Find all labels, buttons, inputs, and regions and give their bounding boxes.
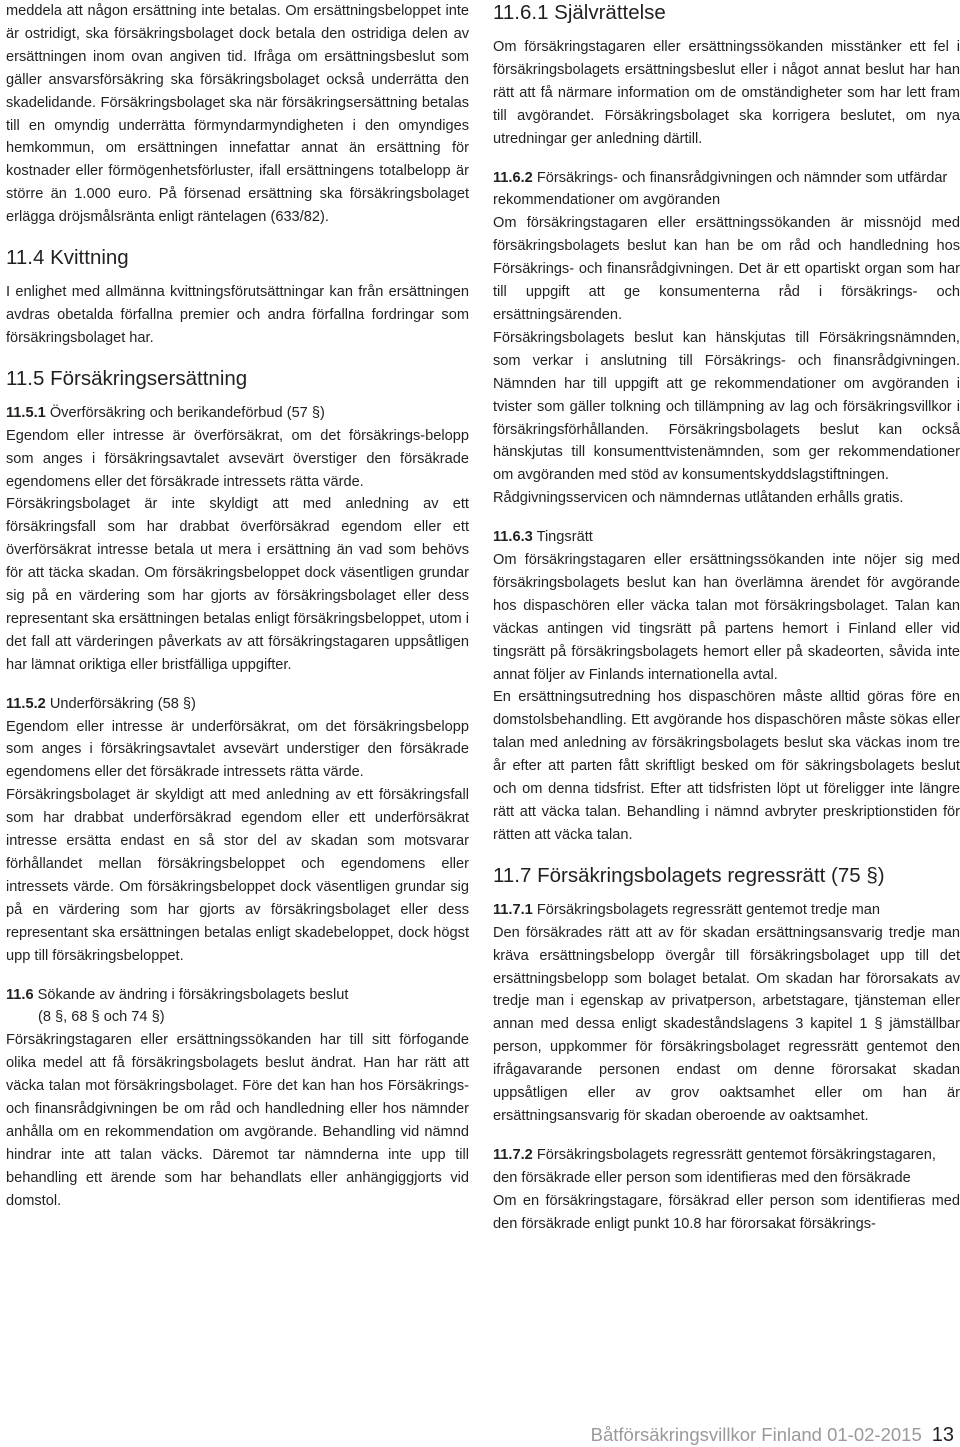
section-title: Sökande av ändring i försäkringsbolagets beslut — [33, 986, 349, 1003]
subheading-11-6-references: (8 §, 68 § och 74 §) — [38, 1009, 165, 1026]
paragraph-11-6-2-a: Om försäkringstagaren eller ersättningssökanden är missnöjd med försäkringsbolagets beslut kan han be om råd och handledning hos Försäkrings- och finansrådgivningen. Det är ett opartiskt organ som har till uppgift att ge konsumenterna råd i försäkrings- och ersättningsärenden. — [493, 215, 960, 323]
paragraph-11-5-1-a: Egendom eller intresse är överförsäkrat, om det försäkrings-belopp som anges i försäkringsavtalet avsevärt överstiger den försäkrade egendomens eller det försäkrade intressets rätta värde. — [6, 427, 469, 490]
section-number: 11.6.2 — [493, 169, 533, 186]
subheading-11-7-1 — [493, 899, 960, 922]
section-number: 11.6 — [6, 986, 34, 1003]
heading-11-6-1: 11.6.1 Självrättelse — [493, 1, 666, 24]
paragraph-11-5-1-b: Försäkringsbolaget är inte skyldigt att med anledning av ett försäkringsfall som har drabbat överförsäkrad egendom eller ett överförsäkrat intresse betala ut mera i ersättning än vad som behövs för att täcka skadan. Om försäkringsbeloppet dock väsentligen grundar sig på en värdering som har gjorts av försäkringsbolaget eller dess representant ska ersättningen betalas enligt försäkringsbeloppet, utom i det fall att värderingen påverkats av att försäkringstagaren uppsåtligen har lämnat oriktiga eller bristfälliga uppgifter. — [6, 496, 469, 673]
paragraph-11-4: I enlighet med allmänna kvittningsförutsättningar kan från ersättningen avdras obetalda förfallna premier och andra förfallna fordringar som försäkringsbolaget har. — [6, 284, 469, 346]
intro-paragraph: meddela att någon ersättning inte betalas. Om ersättningsbeloppet inte är ostridigt, ska försäkringsbolaget dock betala den ostridiga delen av ersättningen inom ovan angiven tid. Ifråga om ersättningsbeslut som gäller ansvarsförsäkring ska försäkringsbolaget också underrätta den skadelidande. Försäkringsbolaget ska när försäkringsersättning betalas till en omyndig underrätta förmyndarmyndigheten i den omyndiges hemkommun, om ersättningen innefattar annat än ersättning för kostnader eller förmögenhetsförluster, ifall ersättningens totalbelopp är större än 1.000 euro. På försenad ersättning ska försäkringsbolaget erlägga dröjsmålsränta enligt räntelagen (633/82). — [6, 3, 469, 226]
subheading-11-6 — [6, 984, 469, 1007]
subheading-11-6-3 — [493, 526, 960, 549]
heading-11-5: 11.5 Försäkringsersättning — [6, 366, 248, 390]
section-number: 11.7.2 — [493, 1146, 533, 1163]
right-column — [493, 0, 960, 1236]
subheading-11-5-1 — [6, 402, 469, 425]
section-title: Tingsrätt — [532, 529, 593, 546]
section-number: 11.6.3 — [493, 529, 533, 546]
paragraph-11-7-1: Den försäkrades rätt att av för skadan ersättningsansvarig tredje man kräva ersättningsbelopp övergår till försäkringsbolaget upp till det ersättningsbelopp som bolaget betalat. Om skadan har förorsakats av tredje man i egenskap av privatperson, arbetstagare, tjänsteman eller annan med dessa enligt skadeståndslagens 3 kapitel 1 § jämställbar person, uppkommer för försäkringsbolaget regressrätt gentemot den ifrågavarande personen endast om denne förorsakat skadan uppsåtligen eller av grov oaktsamhet eller om han är ersättningsansvarig för skadan oberoende av oaktsamhet. — [493, 924, 960, 1124]
footer-document-title: Båtförsäkringsvillkor Finland 01-02-2015 — [590, 1424, 922, 1445]
paragraph-11-6-3-a: Om försäkringstagaren eller ersättningssökanden inte nöjer sig med försäkringsbolagets beslut kan han överlämna ärendet för avgörande hos dispaschören eller väcka talan mot försäkringsbolaget. Talan kan väckas antingen vid tingsrätt på partens hemort i Finland eller vid tingsrätt på försäkringsbolagets hemort eller på skadeorten, såvida inte annat följer av Finlands internationella avtal. — [493, 552, 960, 683]
section-title: Underförsäkring (58 §) — [45, 695, 196, 712]
paragraph-11-6-3-b: En ersättningsutredning hos dispaschören måste alltid göras före en domstolsbehandling. Ett avgörande hos dispaschören måste sökas eller talan med anledning av försäkringsbolagets beslut ska väckas inom tre år efter att parten fått skriftligt besked om för säkringsbolagets beslut och om denna tidsfrist. Efter att tidsfristen löpt ut föreligger inte längre rätt att väcka talan. Behandling i nämnd avbryter preskriptionstiden för rätten att väcka talan. — [493, 689, 960, 843]
paragraph-11-7-2: Om en försäkringstagare, försäkrad eller person som identifieras med den försäkrade enligt punkt 10.8 har förorsakat försäkrings- — [493, 1192, 960, 1232]
left-column — [6, 0, 469, 1213]
subheading-11-6-2 — [493, 167, 960, 213]
heading-11-4: 11.4 Kvittning — [6, 246, 129, 270]
paragraph-11-5-2-b: Försäkringsbolaget är skyldigt att med anledning av ett försäkringsfall som har drabbat underförsäkrad egendom eller ett underförsäkrat intresse ersätta endast en så stor del av skadan som motsvarar förhållandet mellan försäkringsbeloppet och egendomens eller intressets värde. Om försäkringsbeloppet dock väsentligen grundar sig på en värdering som har gjorts av försäkringsbolaget eller dess representant ska ersättningen betalas enligt skadebeloppet, dock högst upp till försäkringsbeloppet. — [6, 787, 469, 964]
section-title: Försäkringsbolagets regressrätt gentemot tredje man — [532, 901, 880, 918]
heading-11-7: 11.7 Försäkringsbolagets regressrätt (75 §) — [493, 863, 885, 887]
paragraph-11-6-2-b: Försäkringsbolagets beslut kan hänskjutas till Försäkringsnämnden, som verkar i anslutning till Försäkrings- och finansrådgivningen. Nämnden har till uppgift att ge rekommendationer om avgöranden i tvister som gäller tolkning och tillämpning av lag och försäkringsvillkor i försäkringsförhållanden. Försäkringsbolagets beslut kan också hänskjutas till konsumenttvistenämnden, som ger rekommendationer om avgöranden med stöd av konsumentskyddslagstiftningen. — [493, 329, 960, 484]
section-number: 11.7.1 — [493, 901, 533, 918]
subheading-11-5-2 — [6, 693, 469, 716]
section-number: 11.5.2 — [6, 695, 46, 712]
page-number: 13 — [931, 1424, 954, 1446]
section-title: Försäkrings- och finansrådgivningen och nämnder som utfärdar rekommendationer om avgöranden — [493, 169, 948, 209]
paragraph-11-6: Försäkringstagaren eller ersättningssökanden har till sitt förfogande olika medel att få försäkringsbolagets beslut ändrat. Han har rätt att väcka talan mot försäkringsbolaget. Före det kan han hos Försäkrings- och finansrådgivningen be om råd och handledning eller hos nämnder anhålla om en rekommendation om avgörande. Behandling vid nämnd hindrar inte att talan väcks. Däremot tar nämnderna inte upp till behandling ett ärende som har behandlats eller anhängiggjorts vid domstol. — [6, 1032, 469, 1209]
paragraph-11-5-2-a: Egendom eller intresse är underförsäkrat, om det försäkringsbelopp som anges i försäkringsavtalet avsevärt understiger den försäkrade egendomens eller det försäkrade intressets rätta värde. — [6, 718, 469, 781]
section-title: Överförsäkring och berikandeförbud (57 §) — [45, 404, 325, 421]
section-number: 11.5.1 — [6, 404, 46, 421]
subheading-11-7-2 — [493, 1144, 960, 1190]
paragraph-11-6-2-c: Rådgivningsservicen och nämndernas utlåtanden erhålls gratis. — [493, 490, 904, 507]
paragraph-11-6-1: Om försäkringstagaren eller ersättningssökanden misstänker ett fel i försäkringsbolagets ersättningsbeslut eller i något annat beslut har han rätt att få närmare information om de omständigheter som har lett fram till avgörandet. Försäkringsbolaget ska korrigera beslutet, om nya utredningar ger anledning därtill. — [493, 39, 960, 147]
section-title: Försäkringsbolagets regressrätt gentemot försäkringstagaren, den försäkrade eller person som identifieras med den försäkrade — [493, 1146, 936, 1186]
page-footer — [591, 1423, 954, 1447]
